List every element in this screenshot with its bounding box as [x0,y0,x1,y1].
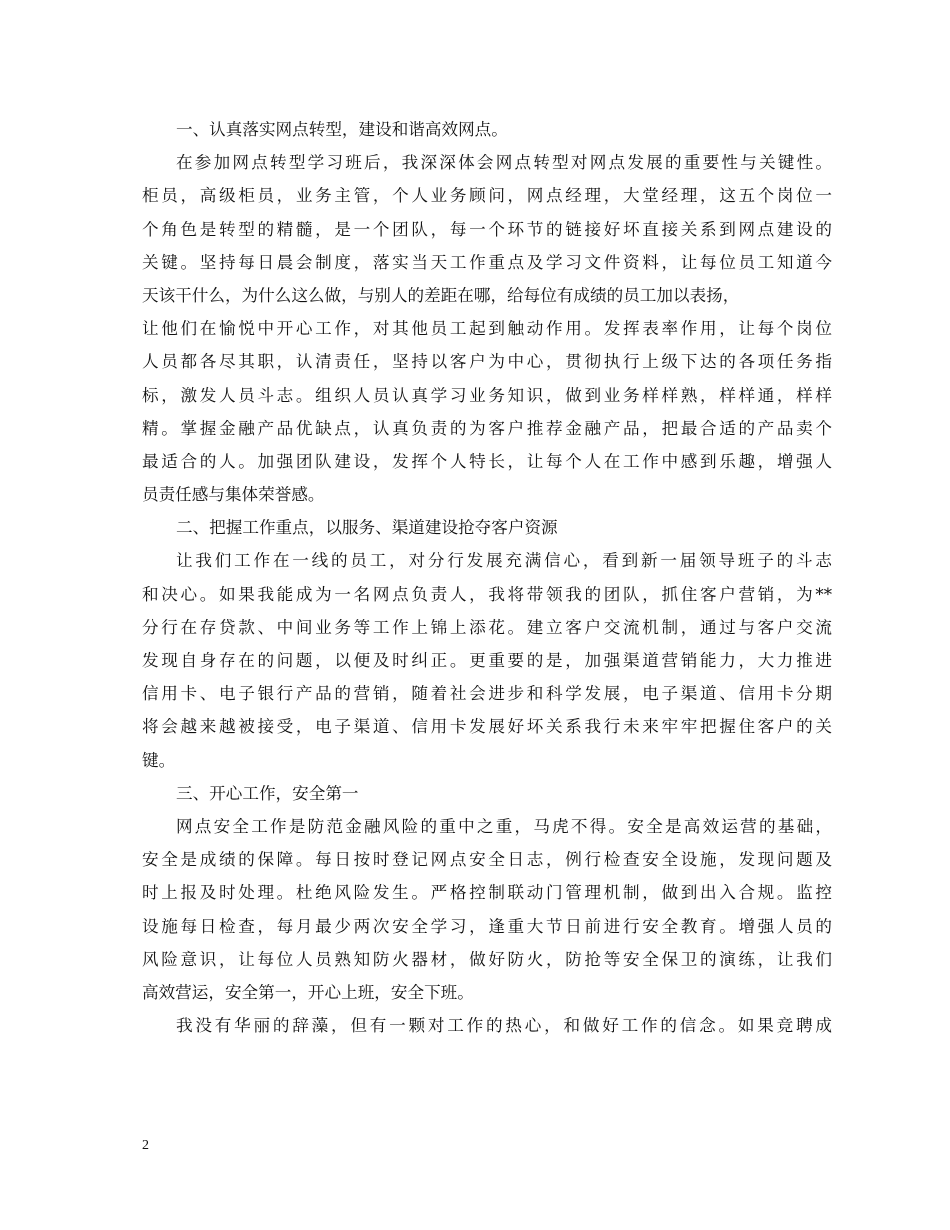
paragraph-line: 让我们工作在一线的员工，对分行发展充满信心，看到新一届领导班子的斗志 [176,551,832,571]
paragraph-line: 将会越来越被接受，电子渠道、信用卡发展好坏关系我行未来牢牢把握住客户的关 [142,717,832,737]
paragraph-line: 天该干什么，为什么这么做，与别人的差距在哪，给每位有成绩的员工加以表扬， [142,285,740,305]
paragraph-line: 和决心。如果我能成为一名网点负责人，我将带领我的团队，抓住客户营销，为** [142,584,832,604]
paragraph-line: 关键。坚持每日晨会制度，落实当天工作重点及学习文件资料，让每位员工知道今 [142,252,832,272]
paragraph-line: 精。掌握金融产品优缺点，认真负责的为客户推荐金融产品，把最合适的产品卖个 [142,418,832,438]
paragraph-line: 员责任感与集体荣誉感。 [142,485,325,505]
section-heading-2: 二、把握工作重点，以服务、渠道建设抢夺客户资源 [176,518,558,538]
paragraph-line: 最适合的人。加强团队建设，发挥个人特长，让每个人在工作中感到乐趣，增强人 [142,451,832,471]
document-body [142,113,832,1042]
paragraph-line: 时上报及时处理。杜绝风险发生。严格控制联动门管理机制，做到出入合规。监控 [142,883,832,903]
paragraph-line: 安全是成绩的保障。每日按时登记网点安全日志，例行检查安全设施，发现问题及 [142,850,832,870]
paragraph-line: 个角色是转型的精髓，是一个团队，每一个环节的链接好坏直接关系到网点建设的 [142,219,832,239]
paragraph-line: 网点安全工作是防范金融风险的重中之重，马虎不得。安全是高效运营的基础， [176,816,832,836]
section-heading-3: 三、开心工作，安全第一 [176,783,359,803]
paragraph-line: 发现自身存在的问题，以便及时纠正。更重要的是，加强渠道营销能力，大力推进 [142,651,832,670]
paragraph-line: 让他们在愉悦中开心工作，对其他员工起到触动作用。发挥表率作用，让每个岗位 [142,319,832,339]
paragraph-line: 键。 [142,750,176,770]
paragraph-line: 设施每日检查，每月最少两次安全学习，逢重大节日前进行安全教育。增强人员的 [142,916,832,936]
section-heading-1: 一、认真落实网点转型，建设和谐高效网点。 [176,120,508,139]
paragraph-line: 柜员，高级柜员，业务主管，个人业务顾问，网点经理，大堂经理，这五个岗位一 [142,186,832,206]
paragraph-line: 标，激发人员斗志。组织人员认真学习业务知识，做到业务样样熟，样样通，样样 [142,385,832,405]
paragraph-line: 信用卡、电子银行产品的营销，随着社会进步和科学发展，电子渠道、信用卡分期 [142,684,832,704]
paragraph-line: 在参加网点转型学习班后，我深深体会网点转型对网点发展的重要性与关键性。 [176,153,832,173]
paragraph-line: 人员都各尽其职，认清责任，坚持以客户为中心，贯彻执行上级下达的各项任务指 [142,352,832,372]
page-number: 2 [142,1138,149,1153]
paragraph-line: 风险意识，让每位人员熟知防火器材，做好防火，防抢等安全保卫的演练，让我们 [142,949,832,969]
paragraph-line: 分行在存贷款、中间业务等工作上锦上添花。建立客户交流机制，通过与客户交流 [142,617,832,637]
paragraph-line: 高效营运，安全第一，开心上班，安全下班。 [142,982,474,1002]
paragraph-line: 我没有华丽的辞藻，但有一颗对工作的热心，和做好工作的信念。如果竞聘成 [176,1016,832,1036]
